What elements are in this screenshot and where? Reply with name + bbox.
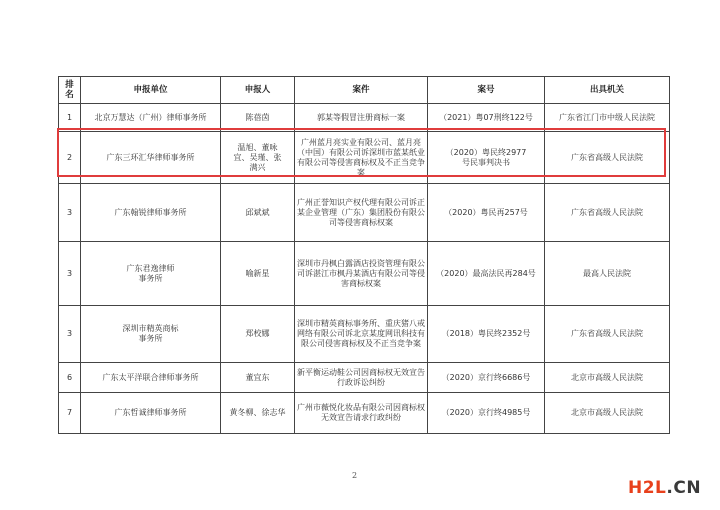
cell-case: 广州蓝月亮实业有限公司、蓝月亮（中国）有限公司诉深圳市蓝某纸业有限公司等侵害商标权及不正当竞争案 [295, 132, 428, 184]
header-unit: 申报单位 [81, 77, 221, 104]
header-applicant: 申报人 [221, 77, 295, 104]
cell-authority: 北京市高级人民法院 [545, 393, 670, 434]
cell-unit: 广东君逸律师事务所 [81, 242, 221, 306]
cell-authority: 广东省高级人民法院 [545, 184, 670, 242]
cell-unit: 广东太平洋联合律师事务所 [81, 363, 221, 393]
cell-applicant: 郑校娜 [221, 306, 295, 363]
site-watermark-logo [628, 478, 701, 498]
cell-case-no: （2020）粤民再257号 [428, 184, 545, 242]
cell-applicant: 喻新星 [221, 242, 295, 306]
cell-applicant: 邱斌斌 [221, 184, 295, 242]
watermark-part-2: .CN [666, 478, 702, 498]
cell-unit: 深圳市精英商标事务所 [81, 306, 221, 363]
watermark-part-1: H2L [628, 478, 667, 498]
table-header-row [59, 77, 670, 104]
header-case: 案件 [295, 77, 428, 104]
table-row [59, 363, 670, 393]
table-row [59, 242, 670, 306]
cell-rank: 1 [59, 104, 81, 132]
cell-applicant: 黄冬柳、徐志华 [221, 393, 295, 434]
header-authority: 出具机关 [545, 77, 670, 104]
cell-unit: 北京万慧达（广州）律师事务所 [81, 104, 221, 132]
cell-case: 深圳市精英商标事务所、重庆猪八戒网络有限公司诉北京某度网讯科技有限公司侵害商标权及不正当竞争案 [295, 306, 428, 363]
cell-case: 新平衡运动鞋公司因商标权无效宣告行政诉讼纠纷 [295, 363, 428, 393]
table-row [59, 393, 670, 434]
cell-authority: 广东省江门市中级人民法院 [545, 104, 670, 132]
cell-case-no: （2020）最高法民再284号 [428, 242, 545, 306]
cell-unit: 广东翰锐律师事务所 [81, 184, 221, 242]
header-rank: 排 名 [59, 77, 81, 104]
cell-rank: 2 [59, 132, 81, 184]
cell-case-no: （2020）粤民终2977号民事判决书 [428, 132, 545, 184]
cell-applicant: 温旭、董咏宜、吴瑾、张满兴 [221, 132, 295, 184]
cell-unit: 广东哲诚律师事务所 [81, 393, 221, 434]
cell-rank: 6 [59, 363, 81, 393]
cell-case-no: （2021）粤07刑终122号 [428, 104, 545, 132]
cell-case-no: （2020）京行终4985号 [428, 393, 545, 434]
cell-rank: 3 [59, 242, 81, 306]
ranking-table [58, 76, 670, 434]
cell-rank: 7 [59, 393, 81, 434]
table-row [59, 104, 670, 132]
table-row [59, 184, 670, 242]
page-number: 2 [352, 471, 358, 480]
cell-authority: 广东省高级人民法院 [545, 132, 670, 184]
cell-case: 郭某等假冒注册商标一案 [295, 104, 428, 132]
cell-unit: 广东三环汇华律师事务所 [81, 132, 221, 184]
cell-case: 广州市薇悦化妆品有限公司因商标权无效宣告请求行政纠纷 [295, 393, 428, 434]
cell-rank: 3 [59, 184, 81, 242]
cell-case: 深圳市丹枫白露酒店投资管理有限公司诉湛江市枫丹某酒店有限公司等侵害商标权案 [295, 242, 428, 306]
cell-applicant: 陈蓓茵 [221, 104, 295, 132]
table-row [59, 306, 670, 363]
cell-authority: 最高人民法院 [545, 242, 670, 306]
header-case-no: 案号 [428, 77, 545, 104]
cell-authority: 广东省高级人民法院 [545, 306, 670, 363]
cell-authority: 北京市高级人民法院 [545, 363, 670, 393]
cell-case: 广州正誉知识产权代理有限公司诉正某企业管理（广东）集团股份有限公司等侵害商标权案 [295, 184, 428, 242]
table-row [59, 132, 670, 184]
cell-case-no: （2018）粤民终2352号 [428, 306, 545, 363]
cell-rank: 3 [59, 306, 81, 363]
cell-applicant: 董宜东 [221, 363, 295, 393]
cell-case-no: （2020）京行终6686号 [428, 363, 545, 393]
